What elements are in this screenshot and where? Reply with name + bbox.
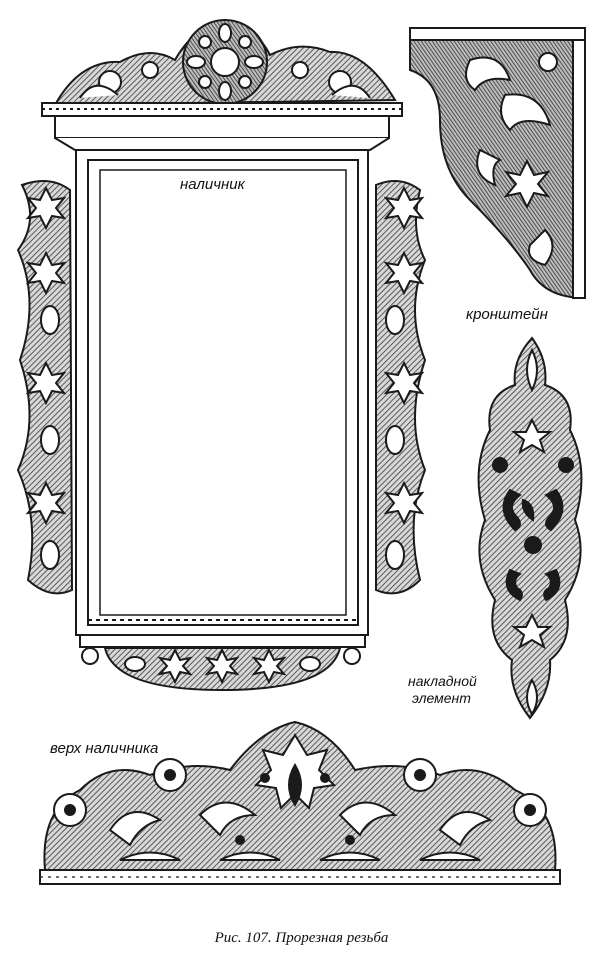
label-kronshtein: кронштейн [466,306,548,323]
kronshtein-drawing [410,28,585,298]
label-nalichnik: наличник [180,176,245,193]
nalichnik-bottom-panel [80,635,365,690]
nakladnoy-drawing [479,338,582,718]
label-nakladnoy-line1: накладной [408,673,477,689]
label-verkh: верх наличника [50,740,159,757]
nalichnik-left-vine [18,181,72,593]
nalichnik-right-vine [376,181,425,593]
nalichnik-drawing [18,20,425,690]
label-nakladnoy-line2: элемент [412,690,471,706]
nalichnik-crest [55,20,395,105]
figure-caption: Рис. 107. Прорезная резьба [214,930,389,946]
